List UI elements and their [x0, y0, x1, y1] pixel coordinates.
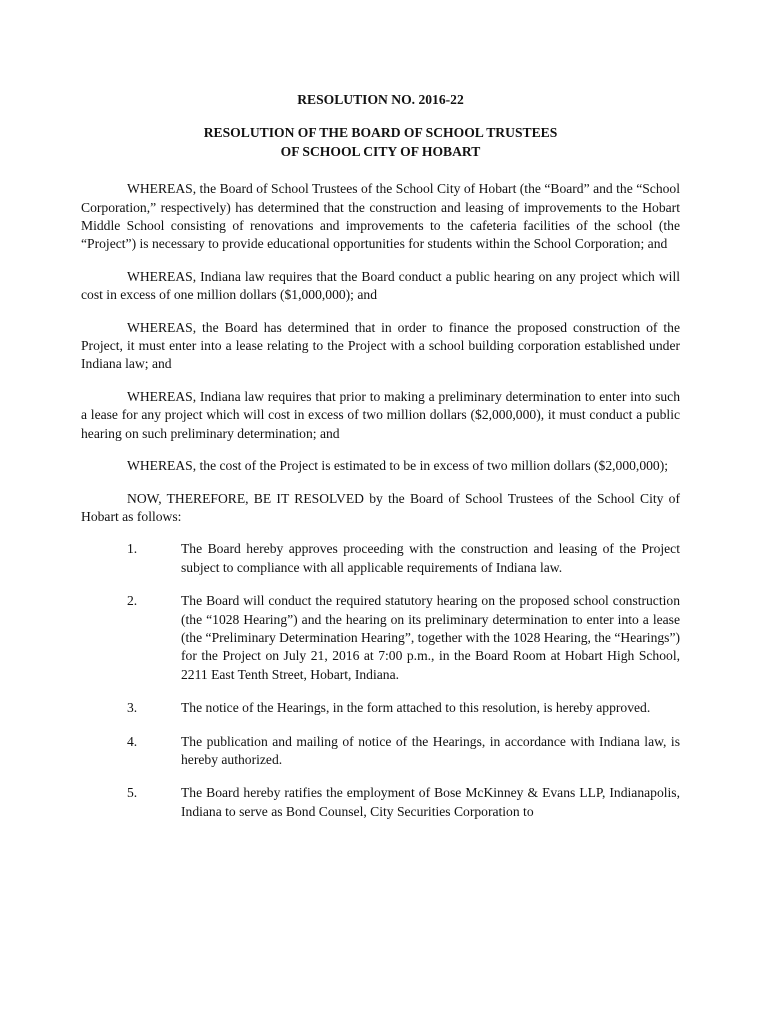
resolution-item [81, 733, 680, 770]
resolution-number: RESOLUTION NO. 2016-22 [297, 92, 464, 107]
item-number: 5. [127, 785, 138, 801]
resolved-paragraph: NOW, THEREFORE, BE IT RESOLVED by the Board of School Trustees of the School City of Hobart as follows: [81, 490, 680, 524]
item-text: The publication and mailing of notice of the Hearings, in accordance with Indiana law, is hereby authorized. [181, 733, 680, 767]
item-number: 3. [127, 700, 138, 716]
item-number: 4. [127, 733, 138, 749]
resolution-items [81, 540, 680, 821]
resolution-item [81, 540, 680, 577]
resolution-item [81, 592, 680, 684]
title-line-1: RESOLUTION OF THE BOARD OF SCHOOL TRUSTEES [203, 125, 558, 141]
whereas-paragraph-2: WHEREAS, Indiana law requires that the Board conduct a public hearing on any project which will cost in excess of one million dollars ($1,000,000); and [81, 268, 680, 303]
item-number: 1. [127, 541, 138, 557]
resolution-item [81, 784, 680, 821]
item-text: The Board hereby ratifies the employment of Bose McKinney & Evans LLP, Indianapolis, Indiana to serve as Bond Counsel, City Securities Corporation to [181, 785, 680, 819]
whereas-paragraph-3: WHEREAS, the Board has determined that in order to finance the proposed construction of the Project, it must enter into a lease relating to the Project with a school building corporation established under Indiana law; and [81, 319, 680, 372]
item-text: The notice of the Hearings, in the form attached to this resolution, is hereby approved. [181, 700, 651, 716]
document-body [81, 91, 680, 821]
whereas-paragraph-1: WHEREAS, the Board of School Trustees of the School City of Hobart (the “Board” and the “School Corporation,” respectively) has determined that the construction and leasing of improvements to the Hobart Middle School consisting of renovations and improvements to the cafeteria facilities of the school (the “Project”) is necessary to provide educational opportunities for students within the School Corporation; and [81, 181, 680, 252]
item-text: The Board will conduct the required statutory hearing on the proposed school construction (the “1028 Hearing”) and the hearing on its preliminary determination to enter into a lease (the “Preliminary Determination Hearing”, together with the 1028 Hearing, the “Hearings”) for the Project on July 21, 2016 at 7:00 p.m., in the Board Room at Hobart High School, 2211 East Tenth Street, Hobart, Indiana. [181, 593, 681, 682]
whereas-paragraph-5: WHEREAS, the cost of the Project is estimated to be in excess of two million dollars ($2,000,000); [127, 458, 669, 474]
item-number: 2. [127, 593, 138, 609]
resolution-item [81, 699, 680, 717]
resolution-title [81, 124, 680, 161]
item-text: The Board hereby approves proceeding with the construction and leasing of the Project subject to compliance with all applicable requirements of Indiana law. [181, 541, 680, 575]
whereas-paragraph-4: WHEREAS, Indiana law requires that prior to making a preliminary determination to enter into such a lease for any project which will cost in excess of two million dollars ($2,000,000), it must conduct a public hearing on such preliminary determination; and [81, 388, 680, 441]
title-line-2: OF SCHOOL CITY OF HOBART [280, 143, 481, 159]
